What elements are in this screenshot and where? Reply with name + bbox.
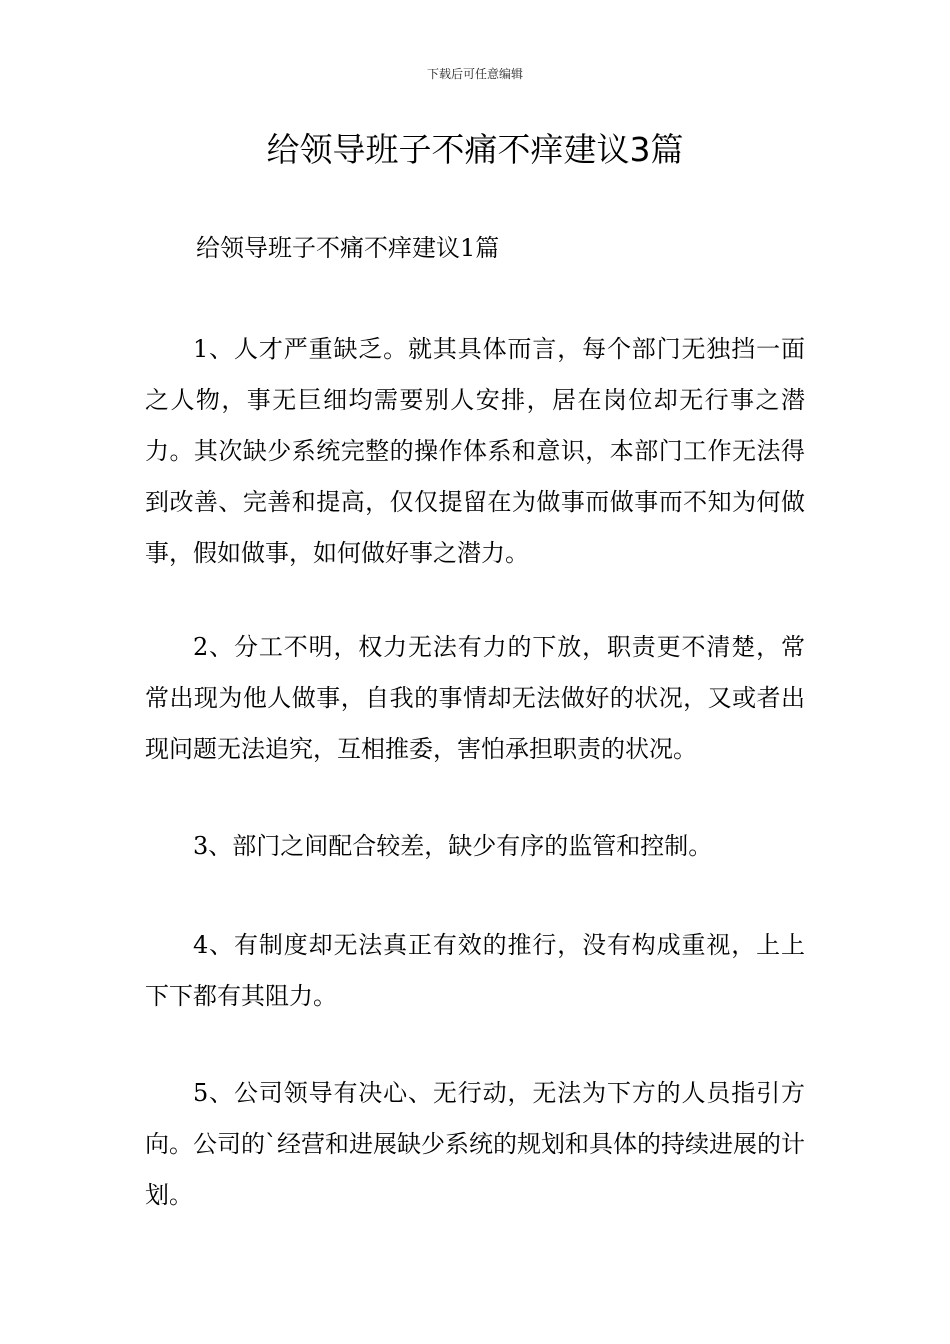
paragraph-4: 4、有制度却无法真正有效的推行，没有构成重视，上上下下都有其阻力。 [145,931,805,1010]
paragraph-5: 5、公司领导有决心、无行动，无法为下方的人员指引方向。公司的`经营和进展缺少系统的规划和具体的持续进展的计划。 [145,1079,805,1209]
paragraph-1: 1、人才严重缺乏。就其具体而言，每个部门无独挡一面之人物，事无巨细均需要别人安排，居在岗位却无行事之潜力。其次缺少系统完整的操作体系和意识，本部门工作无法得到改善、完善和提高，仅仅提留在为做事而做事而不知为何做事，假如做事，如何做好事之潜力。 [145,335,805,567]
paragraph-2: 2、分工不明，权力无法有力的下放，职责更不清楚，常常出现为他人做事，自我的事情却无法做好的状况，又或者出现问题无法追究，互相推委，害怕承担职责的状况。 [145,633,805,763]
section-subtitle: 给领导班子不痛不痒建议1篇 [196,234,500,262]
document-title: 给领导班子不痛不痒建议3篇 [266,130,684,169]
paragraph-3: 3、部门之间配合较差，缺少有序的监管和控制。 [193,832,713,860]
header-note: 下载后可任意编辑 [426,67,523,81]
